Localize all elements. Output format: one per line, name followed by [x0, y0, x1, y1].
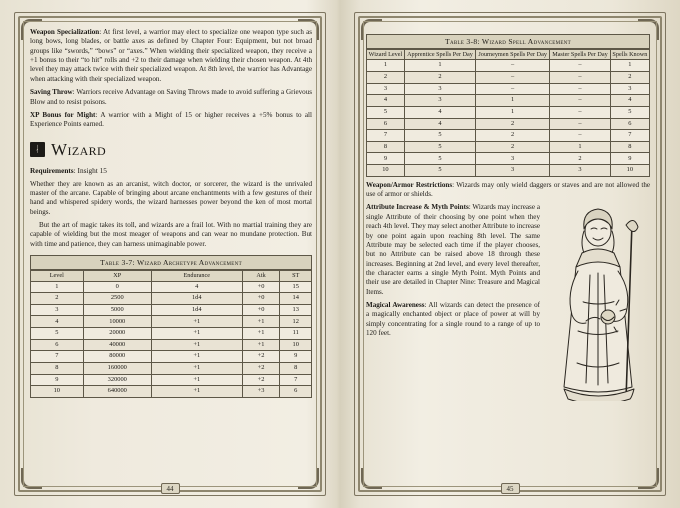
cell-endurance: +1 [151, 386, 242, 398]
term-attribute-increase: Attribute Increase & Myth Points [366, 203, 469, 212]
table-row [367, 106, 650, 118]
cell-spells-known: 2 [610, 71, 649, 83]
cell-journeymen: 1 [476, 95, 550, 107]
right-page [340, 0, 680, 508]
paragraph-xp-bonus [30, 111, 312, 130]
table-row [31, 328, 312, 340]
cell-xp: 2500 [83, 293, 151, 305]
table-row [367, 71, 650, 83]
cell-level: 4 [31, 316, 84, 328]
table-header-row [31, 271, 312, 281]
paragraph-weapon-specialization [30, 28, 312, 84]
cell-master: – [550, 106, 611, 118]
cell-wizard-level: 3 [367, 83, 405, 95]
cell-master: – [550, 130, 611, 142]
cell-level: 10 [31, 386, 84, 398]
cell-journeymen: 2 [476, 130, 550, 142]
cell-journeymen: 3 [476, 153, 550, 165]
cell-level: 9 [31, 374, 84, 386]
cell-st: 7 [280, 374, 312, 386]
cell-master: – [550, 71, 611, 83]
cell-apprentice: 5 [404, 165, 475, 177]
requirements-label: Requirements [30, 166, 74, 176]
cell-level: 5 [31, 328, 84, 340]
table-row [367, 153, 650, 165]
cell-st: 13 [280, 304, 312, 316]
col-atk: Atk [242, 271, 280, 281]
text-saving-throw: : Warriors receive Advantage on Saving Throws made to avoid suffering a Grievous Blow and to resist poisons. [30, 88, 312, 106]
cell-apprentice: 4 [404, 106, 475, 118]
cell-level: 1 [31, 281, 84, 293]
cell-atk: +2 [242, 374, 280, 386]
cell-atk: +3 [242, 386, 280, 398]
col-xp: XP [83, 271, 151, 281]
cell-master: – [550, 83, 611, 95]
col-st: ST [280, 271, 312, 281]
cell-journeymen: – [476, 60, 550, 72]
cell-st: 6 [280, 386, 312, 398]
col-endurance: Endurance [151, 271, 242, 281]
cell-atk: +1 [242, 316, 280, 328]
table-caption-3-7: Table 3-7: Wizard Archetype Advancement [30, 255, 312, 270]
left-page-content [30, 28, 312, 474]
paragraph-saving-throw [30, 88, 312, 107]
cell-wizard-level: 8 [367, 141, 405, 153]
cell-apprentice: 2 [404, 71, 475, 83]
cell-wizard-level: 4 [367, 95, 405, 107]
section-title: Wizard [51, 139, 107, 159]
folio-right [340, 483, 680, 494]
table-row [367, 130, 650, 142]
cell-endurance: +1 [151, 316, 242, 328]
cell-apprentice: 5 [404, 141, 475, 153]
col-apprentice-spells: Apprentice Spells Per Day [404, 50, 475, 60]
cell-journeymen: – [476, 71, 550, 83]
cell-wizard-level: 1 [367, 60, 405, 72]
cell-wizard-level: 2 [367, 71, 405, 83]
section-heading-wizard [30, 139, 312, 161]
right-page-content [366, 28, 650, 474]
cell-master: – [550, 60, 611, 72]
cell-xp: 0 [83, 281, 151, 293]
table-row [31, 374, 312, 386]
cell-journeymen: 1 [476, 106, 550, 118]
cell-atk: +1 [242, 328, 280, 340]
cell-xp: 160000 [83, 362, 151, 374]
table-row [367, 95, 650, 107]
cell-apprentice: 1 [404, 60, 475, 72]
cell-wizard-level: 6 [367, 118, 405, 130]
cell-st: 14 [280, 293, 312, 305]
wizard-figure-illustration [546, 205, 650, 401]
cell-st: 11 [280, 328, 312, 340]
col-master-spells: Master Spells Per Day [550, 50, 611, 60]
cell-spells-known: 8 [610, 141, 649, 153]
wizard-archetype-advancement-table-wrap [30, 255, 312, 398]
table-body-3-8 [367, 60, 650, 176]
col-wizard-level: Wizard Level [367, 50, 405, 60]
cell-spells-known: 9 [610, 153, 649, 165]
text-weapon-specialization: : At first level, a warrior may elect to specialize one weapon type such as long bows, long blades, or battle axes as defined by Chapter Four: Equipment, but not broad groups like “swords,” “bows” or “axes.” When wielding their specialized weapon, they receive a +1 bonus to their “to hit” rolls and +2 to their damage when wielding their chosen weapon. At 4th level they may attack twice with their specialized weapon. At 8th level, the warrior has Advantage when attacking with their specialized weapon. [30, 28, 312, 83]
cell-st: 10 [280, 339, 312, 351]
cell-xp: 320000 [83, 374, 151, 386]
cell-atk: +1 [242, 339, 280, 351]
term-weapon-armor-restrictions: Weapon/Armor Restrictions [366, 180, 453, 189]
wizard-spell-advancement-table [366, 34, 650, 177]
table-row [31, 362, 312, 374]
wizard-archetype-advancement-table [30, 255, 312, 398]
cell-spells-known: 3 [610, 83, 649, 95]
cell-endurance: +1 [151, 328, 242, 340]
requirements-value: Insight 15 [77, 166, 107, 176]
cell-journeymen: 2 [476, 141, 550, 153]
table-header-row [367, 50, 650, 60]
cell-xp: 40000 [83, 339, 151, 351]
term-xp-bonus: XP Bonus for Might [30, 110, 96, 119]
cell-journeymen: 3 [476, 165, 550, 177]
cell-level: 3 [31, 304, 84, 316]
term-saving-throw: Saving Throw [30, 88, 73, 97]
cell-atk: +2 [242, 351, 280, 363]
text-weapon-armor-restrictions: : Wizards may only wield daggers or staves and are not allowed the use of armor or shields. [366, 180, 651, 199]
cell-endurance: 4 [151, 281, 242, 293]
cell-apprentice: 3 [404, 95, 475, 107]
table-row [367, 60, 650, 72]
cell-master: – [550, 118, 611, 130]
cell-spells-known: 5 [610, 106, 649, 118]
cell-master: 2 [550, 153, 611, 165]
table-row [367, 165, 650, 177]
cell-endurance: +1 [151, 351, 242, 363]
cell-spells-known: 10 [610, 165, 649, 177]
cell-level: 2 [31, 293, 84, 305]
cell-st: 9 [280, 351, 312, 363]
cell-xp: 640000 [83, 386, 151, 398]
page-number: 45 [501, 483, 520, 494]
term-magical-awareness: Magical Awareness [366, 301, 425, 310]
wizard-spell-advancement-table-wrap [366, 34, 650, 177]
cell-level: 7 [31, 351, 84, 363]
cell-atk: +0 [242, 304, 280, 316]
cell-level: 8 [31, 362, 84, 374]
wizard-intro-paragraph-1: Whether they are known as an arcanist, witch doctor, or sorcerer, the wizard is the unrivaled master of the arcane. Capable of bringing about arcane enchantments with a few gestures of their hand and whispered spidery words, the wizard harnesses power beyond the ken of most mortal beings. [30, 179, 312, 216]
cell-wizard-level: 5 [367, 106, 405, 118]
cell-master: – [550, 95, 611, 107]
paragraph-weapon-armor-restrictions [366, 181, 650, 200]
cell-atk: +0 [242, 293, 280, 305]
cell-xp: 5000 [83, 304, 151, 316]
cell-apprentice: 4 [404, 118, 475, 130]
cell-endurance: +1 [151, 374, 242, 386]
cell-spells-known: 4 [610, 95, 649, 107]
cell-st: 15 [280, 281, 312, 293]
cell-st: 8 [280, 362, 312, 374]
cell-master: 3 [550, 165, 611, 177]
cell-apprentice: 5 [404, 153, 475, 165]
text-attribute-increase: : Wizards may increase a single Attribute of their choosing by one point when they reach 4th level. They may select another Attribute to increase by one point again upon reaching 8th level. The same Attribute may be selected each time if the player chooses, but no Attribute can be raised above 18 through these increases. Beginning at 2nd level, and every level thereafter, the character earns a single Myth Point. Myth Points and their use are detailed in Chapter Nine: Treasure and Magical Items. [366, 203, 540, 296]
cell-endurance: 1d4 [151, 304, 242, 316]
cell-apprentice: 3 [404, 83, 475, 95]
cell-wizard-level: 10 [367, 165, 405, 177]
requirements-line: Requirements: Insight 15 [30, 166, 107, 176]
cell-endurance: +1 [151, 362, 242, 374]
cell-xp: 10000 [83, 316, 151, 328]
cell-st: 12 [280, 316, 312, 328]
wizard-intro-paragraph-2: But the art of magic takes its toll, and wizards are a frail lot. With no martial training they are capable of wielding but the most meager of weapons and can wear no mundane protection. But with time and patience, they can harness unimaginable power. [30, 221, 312, 248]
cell-spells-known: 7 [610, 130, 649, 142]
cell-xp: 20000 [83, 328, 151, 340]
folio-left [0, 483, 340, 494]
cell-journeymen: 2 [476, 118, 550, 130]
cell-endurance: 1d4 [151, 293, 242, 305]
table-row [31, 316, 312, 328]
table-row [31, 339, 312, 351]
cell-atk: +0 [242, 281, 280, 293]
cell-wizard-level: 7 [367, 130, 405, 142]
col-level: Level [31, 271, 84, 281]
wizard-rune-icon: ᛆ [30, 142, 45, 157]
cell-level: 6 [31, 339, 84, 351]
col-journeymen-spells: Journeymen Spells Per Day [476, 50, 550, 60]
table-row [31, 293, 312, 305]
text-xp-bonus: : A warrior with a Might of 15 or higher receives a +5% bonus to all Experience Points earned. [30, 110, 312, 129]
table-caption-3-8: Table 3-8: Wizard Spell Advancement [366, 34, 650, 49]
cell-apprentice: 5 [404, 130, 475, 142]
term-weapon-specialization: Weapon Specialization [30, 28, 100, 36]
table-row [367, 83, 650, 95]
table-row [367, 118, 650, 130]
cell-xp: 80000 [83, 351, 151, 363]
cell-spells-known: 1 [610, 60, 649, 72]
table-row [31, 304, 312, 316]
cell-wizard-level: 9 [367, 153, 405, 165]
table-row [367, 141, 650, 153]
table-row [31, 281, 312, 293]
table-row [31, 386, 312, 398]
cell-endurance: +1 [151, 339, 242, 351]
page-number: 44 [161, 483, 180, 494]
table-row [31, 351, 312, 363]
cell-atk: +2 [242, 362, 280, 374]
text-magical-awareness: : All wizards can detect the presence of a magically enchanted object or place of power at will by simply concentrating for a single round to a range of up to 120 feet. [366, 301, 540, 338]
cell-spells-known: 6 [610, 118, 649, 130]
table-body-3-7 [31, 281, 312, 397]
cell-master: 1 [550, 141, 611, 153]
col-spells-known: Spells Known [610, 50, 649, 60]
cell-journeymen: – [476, 83, 550, 95]
